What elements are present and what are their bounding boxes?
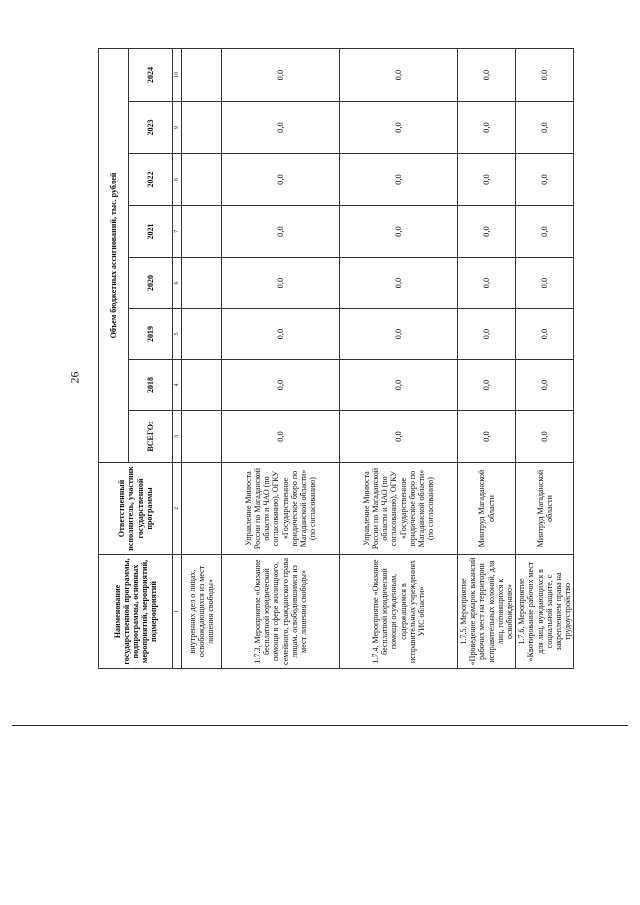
value-cell: 0,0 — [458, 258, 516, 309]
value-cell — [182, 258, 222, 309]
row-name: внутренних дел о лицах, освобождающихся из мест лишения свободы» — [182, 555, 222, 669]
value-cell: 0,0 — [222, 258, 340, 309]
header-year: 2024 — [129, 49, 173, 102]
header-year: 2021 — [129, 206, 173, 258]
row-name: 1.7.6. Мероприятие «Квотирование рабочих мест для лиц, нуждающихся в социальной защите, с закреплением права на трудоустройство — [516, 555, 574, 669]
value-cell — [182, 360, 222, 411]
value-cell — [182, 309, 222, 360]
header-year: 2018 — [129, 360, 173, 411]
value-cell: 0,0 — [222, 206, 340, 258]
table-row — [516, 49, 574, 669]
value-cell — [182, 206, 222, 258]
row-name: 1.7.3. Мероприятие «Оказание бесплатной юридической помощи в сфере жилищного, семейного, гражданского права лицам, освободившимся из мест лишения свободы» — [222, 555, 340, 669]
value-cell: 0,0 — [340, 411, 458, 463]
value-cell: 0,0 — [458, 102, 516, 154]
value-cell: 0,0 — [458, 411, 516, 463]
value-cell: 0,0 — [516, 206, 574, 258]
table-row — [340, 49, 458, 669]
rotated-table-container — [98, 49, 573, 669]
header-year: 2022 — [129, 154, 173, 206]
row-responsible: Управление Минюста России по Магаданской области и ЧАО (по согласованию), ОГКУ «Государственное юридическое бюро по Магаданской области» (по согласованию) — [222, 463, 340, 555]
header-year: 2019 — [129, 309, 173, 360]
budget-table — [98, 48, 574, 669]
row-responsible — [182, 463, 222, 555]
table-row — [182, 49, 222, 669]
value-cell: 0,0 — [340, 49, 458, 102]
column-number: 9 — [173, 102, 182, 154]
value-cell: 0,0 — [222, 411, 340, 463]
value-cell: 0,0 — [458, 309, 516, 360]
column-number: 2 — [173, 463, 182, 555]
value-cell: 0,0 — [340, 258, 458, 309]
column-number: 6 — [173, 258, 182, 309]
header-budget-group: Объем бюджетных ассигнований, тыс. рублей — [99, 49, 129, 463]
table-row — [458, 49, 516, 669]
row-responsible: Управление Минюста России по Магаданской области и ЧАО (по согласованию), ОГКУ «Государственное юридическое бюро по Магаданской области» (по согласованию) — [340, 463, 458, 555]
value-cell: 0,0 — [222, 49, 340, 102]
column-number: 5 — [173, 309, 182, 360]
value-cell: 0,0 — [340, 309, 458, 360]
value-cell: 0,0 — [222, 309, 340, 360]
value-cell: 0,0 — [516, 154, 574, 206]
column-number: 7 — [173, 206, 182, 258]
table-row — [222, 49, 340, 669]
header-name: Наименование государственной программы, подпрограммы, основных мероприятий, мероприятий, подмероприятий — [99, 555, 173, 669]
value-cell — [182, 154, 222, 206]
column-number: 4 — [173, 360, 182, 411]
value-cell: 0,0 — [458, 49, 516, 102]
value-cell: 0,0 — [516, 411, 574, 463]
row-name: 1.7.4. Мероприятие «Оказание бесплатной юридической помощи осужденным, содержащимся в исправительных учреждениях УИС области» — [340, 555, 458, 669]
value-cell: 0,0 — [222, 102, 340, 154]
value-cell: 0,0 — [516, 309, 574, 360]
value-cell: 0,0 — [340, 154, 458, 206]
value-cell: 0,0 — [340, 360, 458, 411]
value-cell — [182, 49, 222, 102]
row-responsible: Минтруд Магаданской области — [458, 463, 516, 555]
column-number: 10 — [173, 49, 182, 102]
value-cell: 0,0 — [340, 102, 458, 154]
value-cell: 0,0 — [458, 154, 516, 206]
header-year: 2020 — [129, 258, 173, 309]
column-number: 8 — [173, 154, 182, 206]
row-responsible: Минтруд Магаданской области — [516, 463, 574, 555]
value-cell: 0,0 — [516, 102, 574, 154]
horizontal-rule — [12, 725, 628, 726]
value-cell — [182, 411, 222, 463]
value-cell: 0,0 — [340, 206, 458, 258]
header-total: ВСЕГО: — [129, 411, 173, 463]
value-cell: 0,0 — [222, 360, 340, 411]
value-cell: 0,0 — [458, 206, 516, 258]
header-responsible: Ответственный исполнитель, участник государственной программы — [99, 463, 173, 555]
value-cell: 0,0 — [516, 360, 574, 411]
value-cell — [182, 102, 222, 154]
value-cell: 0,0 — [222, 154, 340, 206]
value-cell: 0,0 — [516, 258, 574, 309]
value-cell: 0,0 — [458, 360, 516, 411]
value-cell: 0,0 — [516, 49, 574, 102]
column-number: 3 — [173, 411, 182, 463]
row-name: 1.7.5. Мероприятие «Проведение ярмарок вакансий рабочих мест на территории исправительных колоний, для лиц, готовящихся к освобождению» — [458, 555, 516, 669]
column-number: 1 — [173, 555, 182, 669]
page-number: 26 — [67, 371, 82, 384]
header-year: 2023 — [129, 102, 173, 154]
